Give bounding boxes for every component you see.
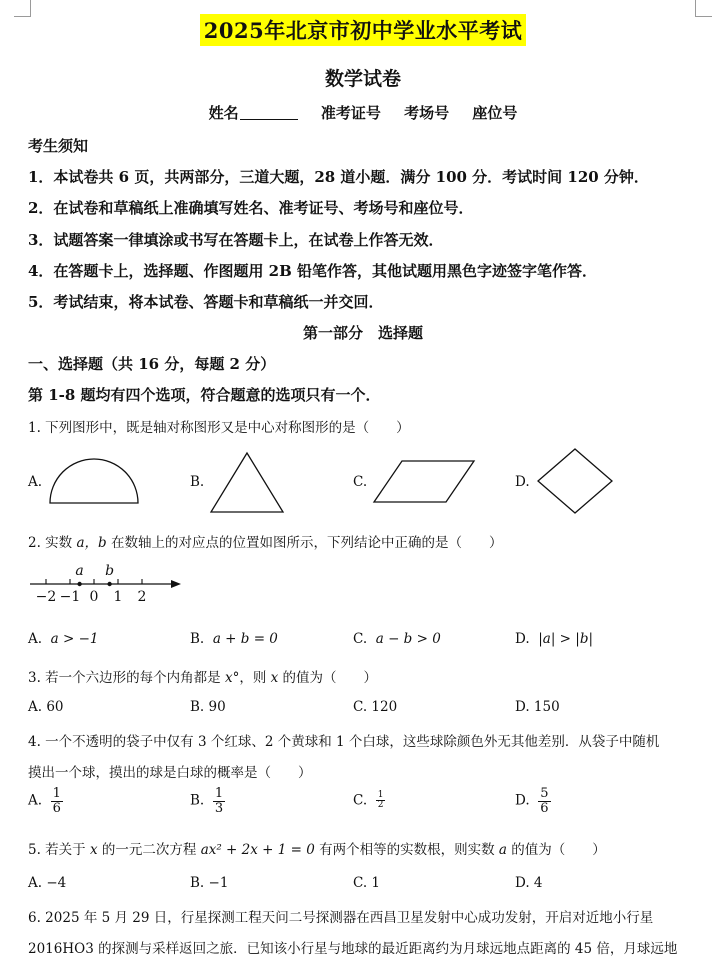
q2-option-c: C. a − b > 0 [353,631,441,647]
field-exam-number: 准考证号 [320,104,381,122]
q4-stem-line1: 4. 一个不透明的袋子中仅有 3 个红球、2 个黄球和 1 个白球，这些球除颜色外无其他差别．从袋子中随机 [28,734,660,750]
q3-option-a: A. 60 [28,699,64,715]
q4-option-d: D. $\frac{5}{6}$ [515,786,549,816]
axis-tick-label: 2 [137,589,147,605]
section-heading: 一、选择题（共 16 分，每题 2 分） [28,355,276,373]
notice-item-5: 5．考试结束，将本试卷、答题卡和草稿纸一并交回． [28,293,384,311]
q5-equation: ax² + 2x + 1 = 0 [200,842,315,858]
axis-tick-label: 0 [89,589,99,605]
q2-stem: 2. 实数 a，b 在数轴上的对应点的位置如图所示，下列结论中正确的是（ ） [28,535,503,551]
q1-option-b-label: B. [190,474,205,490]
q4-option-a: A. $\frac{1}{6}$ [28,786,61,816]
notice-heading: 考生须知 [28,137,89,155]
notice-item-2: 2．在试卷和草稿纸上准确填写姓名、准考证号、考场号和座位号． [28,199,474,217]
q2-option-d: D. |a| > |b| [515,631,594,647]
q2-option-a: A. a > −1 [28,631,99,647]
q3-stem: 3. 若一个六边形的每个内角都是 x°，则 x 的值为（ ） [28,670,378,686]
q6-stem-line1: 6. 2025 年 5 月 29 日，行星探测工程天问二号探测器在西昌卫星发射中心成功发射，开启对近地小行星 [28,910,654,926]
axis-tick-label: −1 [59,589,81,605]
q5-option-b: B. −1 [190,875,229,891]
field-room-number: 考场号 [404,104,450,122]
axis-tick-label: 1 [113,589,123,605]
notice-item-1: 1．本试卷共 6 页，共两部分，三道大题，28 道小题．满分 100 分．考试时间 120 分钟． [28,168,649,186]
q1-stem: 1. 下列图形中，既是轴对称图形又是中心对称图形的是（ ） [28,420,410,436]
q1-option-d-label: D. [515,474,530,490]
q4-option-b: B. $\frac{1}{3}$ [190,786,224,816]
q3-option-c: C. 120 [353,699,398,715]
q5-option-c: C. 1 [353,875,381,891]
exam-subject: 数学试卷 [324,68,401,90]
q3-option-d: D. 150 [515,699,560,715]
field-name: 姓名 [209,104,298,122]
axis-tick-label: −2 [35,589,57,605]
field-seat-number: 座位号 [472,104,518,122]
part1-title: 第一部分 选择题 [302,324,423,342]
point-b [107,582,111,586]
point-a-label: a [75,563,84,579]
q5-stem: 5. 若关于 x 的一元二次方程 ax² + 2x + 1 = 0 有两个相等的实数根，则实数 a 的值为（ ） [28,842,606,858]
axis-arrow [171,580,181,588]
section-instruction: 第 1-8 题均有四个选项，符合题意的选项只有一个． [28,386,381,404]
q4-stem-line2: 摸出一个球，摸出的球是白球的概率是（ ） [28,765,312,781]
q2-option-b: B. a + b = 0 [190,631,278,647]
notice-item-3: 3．试题答案一律填涂或书写在答题卡上，在试卷上作答无效． [28,231,444,249]
q5-option-d: D. 4 [515,875,543,891]
exam-title: 2025年北京市初中学业水平考试 [200,14,526,46]
q6-stem-line2: 2016HO3 的探测与采样返回之旅．已知该小行星与地球的最近距离约为月球远地点距离的 45 倍，月球远地 [28,941,678,957]
q4-option-c: C. $\frac{1}{2}$ [353,790,384,811]
q5-option-a: A. −4 [28,875,67,891]
q1-option-a-label: A. [28,474,43,490]
point-b-label: b [105,563,115,579]
q1-option-c-label: C. [353,474,368,490]
point-a [77,582,81,586]
q3-option-b: B. 90 [190,699,226,715]
notice-item-4: 4．在答题卡上，选择题、作图题用 2B 铅笔作答，其他试题用黑色字迹签字笔作答． [28,262,598,280]
